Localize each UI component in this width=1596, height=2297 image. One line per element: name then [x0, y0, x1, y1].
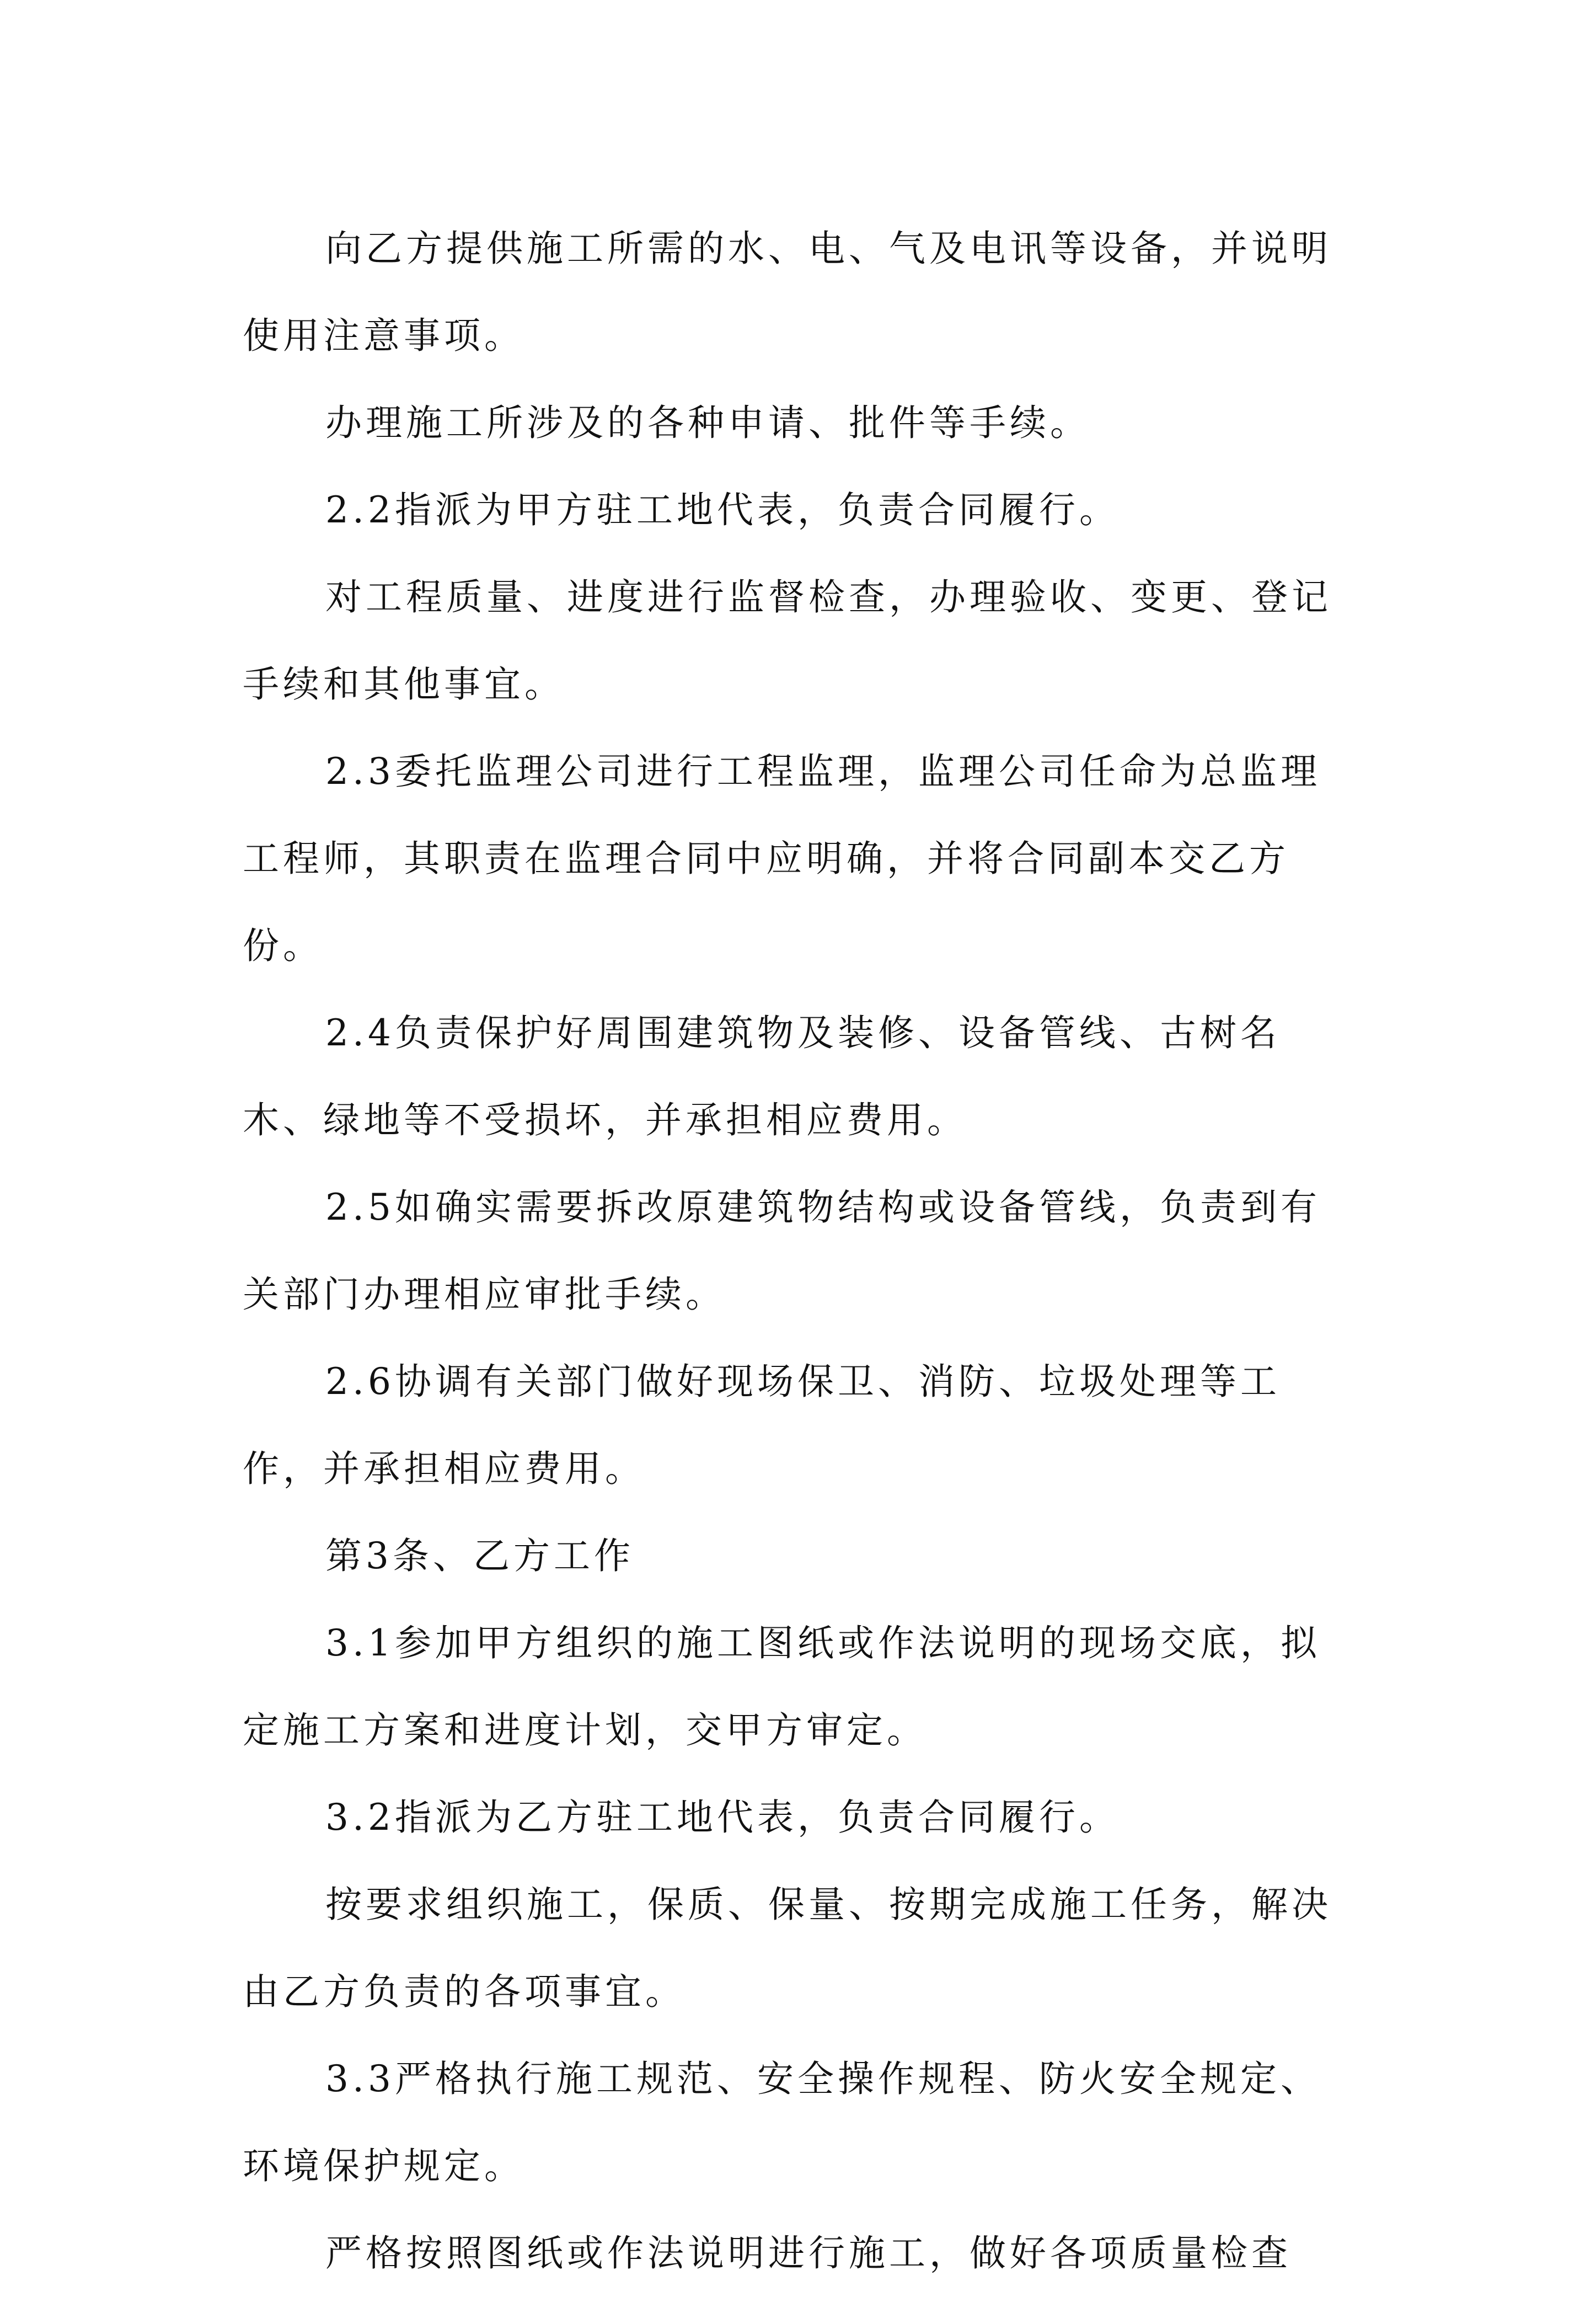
paragraph-11: 3.2指派为乙方驻工地代表，负责合同履行。	[325, 1796, 1120, 1839]
paragraph-12: 按要求组织施工，保质、保量、按期完成施工任务，解决由乙方负责的各项事宜。	[243, 1883, 1332, 2013]
paragraph-5: 2.3委托监理公司进行工程监理，监理公司任命为总监理工程师，其职责在监理合同中应明确，并将合同副本交乙方份。	[243, 750, 1321, 967]
paragraph-3: 2.2指派为甲方驻工地代表，负责合同履行。	[325, 489, 1120, 531]
paragraph-14: 严格按照图纸或作法说明进行施工，做好各项质量检查	[325, 2232, 1292, 2274]
paragraph-7: 2.5如确实需要拆改原建筑物结构或设备管线，负责到有关部门办理相应审批手续。	[243, 1186, 1321, 1316]
paragraph-4: 对工程质量、进度进行监督检查，办理验收、变更、登记手续和其他事宜。	[243, 576, 1332, 706]
paragraph-10: 3.1参加甲方组织的施工图纸或作法说明的现场交底，拟定施工方案和进度计划，交甲方审定。	[243, 1622, 1321, 1751]
section-heading-article-3: 第3条、乙方工作	[325, 1535, 634, 1577]
paragraph-8: 2.6协调有关部门做好现场保卫、消防、垃圾处理等工作，并承担相应费用。	[243, 1360, 1281, 1490]
paragraph-6: 2.4负责保护好周围建筑物及装修、设备管线、古树名木、绿地等不受损坏，并承担相应费用。	[243, 1012, 1281, 1141]
paragraph-1: 向乙方提供施工所需的水、电、气及电讯等设备，并说明使用注意事项。	[243, 227, 1332, 357]
paragraph-2: 办理施工所涉及的各种申请、批件等手续。	[325, 402, 1090, 444]
document-body	[243, 205, 1357, 2297]
paragraph-13: 3.3严格执行施工规范、安全操作规程、防火安全规定、环境保护规定。	[243, 2058, 1321, 2187]
